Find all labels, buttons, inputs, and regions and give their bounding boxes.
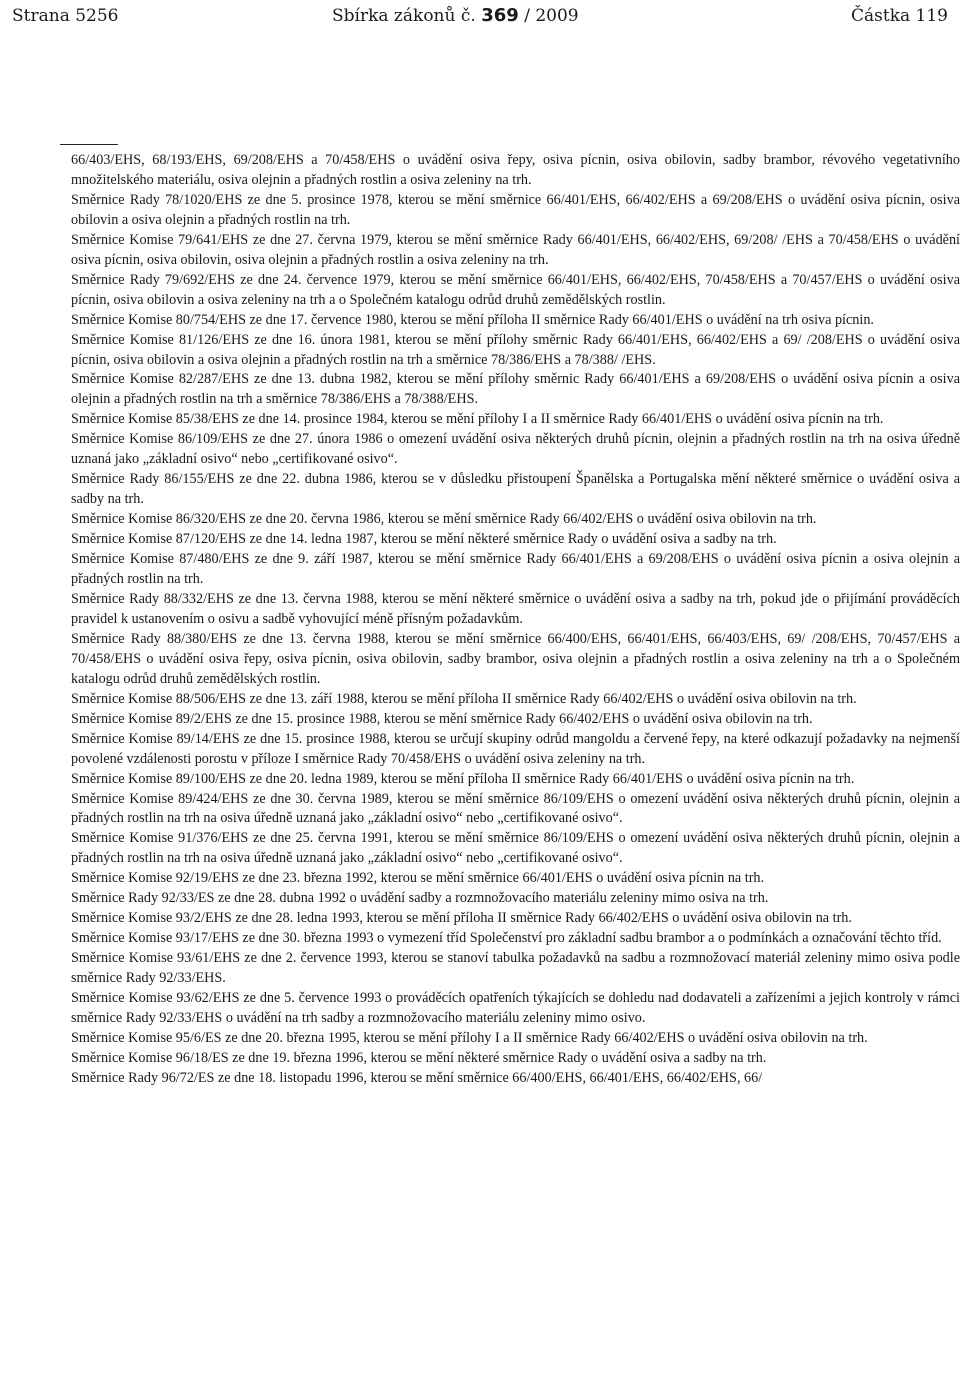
directive-list (71, 151, 960, 1089)
directive-entry: Směrnice Komise 95/6/ES ze dne 20. března 1995, kterou se mění přílohy I a II směrnice Rady 66/402/EHS o uvádění osiva obilovin na trh. (71, 1029, 868, 1046)
directive-entry: Směrnice Komise 89/100/EHS ze dne 20. ledna 1989, kterou se mění příloha II směrnice Rady 66/401/EHS o uvádění osiva pícnin na trh. (71, 770, 855, 787)
directive-entry: Směrnice Komise 81/126/EHS ze dne 16. února 1981, kterou se mění přílohy směrnic Rady 66/401/EHS, 66/402/EHS a 69/ /208/EHS o uvádění osiva pícnin, osiva obilovin a osiva olejnin a přadných rostlin na trh a směrnice 78/386/EHS a 78/388/ /EHS. (71, 331, 960, 368)
page-header (0, 0, 960, 36)
directive-entry: Směrnice Komise 92/19/EHS ze dne 23. března 1992, kterou se mění směrnice 66/401/EHS o uvádění osiva pícnin na trh. (71, 870, 765, 887)
directive-entry: Směrnice Komise 86/320/EHS ze dne 20. června 1986, kterou se mění směrnice Rady 66/402/EHS o uvádění osiva obilovin na trh. (71, 511, 817, 528)
directive-entry: Směrnice Komise 87/120/EHS ze dne 14. ledna 1987, kterou se mění některé směrnice Rady o uvádění osiva a sadby na trh. (71, 531, 777, 548)
directive-entry: Směrnice Komise 91/376/EHS ze dne 25. června 1991, kterou se mění směrnice 86/109/EHS o omezení uvádění osiva některých druhů pícnin, olejnin a přadných rostlin na trh na osiva úředně uznaná jako „základní osivo“ nebo „certifikované osivo“. (71, 830, 960, 867)
directive-entry: Směrnice Rady 79/692/EHS ze dne 24. července 1979, kterou se mění směrnice 66/401/EHS, 66/402/EHS, 70/458/EHS a 70/457/EHS o uvádění osiva pícnin, osiva obilovin a osiva zeleniny na trh a o Společném katalogu odrůd druhů zemědělských rostlin. (71, 271, 960, 308)
directive-entry: Směrnice Komise 85/38/EHS ze dne 14. prosince 1984, kterou se mění přílohy I a II směrnice Rady 66/401/EHS o uvádění osiva pícnin na trh. (71, 411, 884, 428)
directive-entry: Směrnice Rady 88/332/EHS ze dne 13. června 1988, kterou se mění některé směrnice o uvádění osiva a sadby na trh, pokud jde o přijímání prováděcích pravidel k ustanovením o osivu a sadbě vyhovující méně přísným požadavkům. (71, 590, 960, 627)
directive-entry: Směrnice Komise 82/287/EHS ze dne 13. dubna 1982, kterou se mění přílohy směrnic Rady 66/401/EHS a 69/208/EHS o uvádění osiva pícnin a osiva olejnin a přadných rostlin na trh a směrnice 78/386/EHS a 78/388/EHS. (71, 371, 960, 408)
collection-number: 369 (481, 5, 519, 26)
directive-entry: Směrnice Komise 89/2/EHS ze dne 15. prosince 1988, kterou se mění směrnice Rady 66/402/EHS o uvádění osiva obilovin na trh. (71, 710, 813, 727)
directive-entry: Směrnice Komise 93/61/EHS ze dne 2. července 1993, kterou se stanoví tabulka požadavků na sadbu a rozmnožovací materiál zeleniny mimo osiva podle směrnice Rady 92/33/EHS. (71, 950, 960, 987)
collection-title (332, 5, 579, 27)
directive-entry: Směrnice Komise 89/14/EHS ze dne 15. prosince 1988, kterou se určují skupiny odrůd mangoldu a červené řepy, na které odkazují požadavky na nejmenší povolené vzdálenosti porostu v příloze I směrnice Rady 70/458/EHS o uvádění osiva zeleniny na trh. (71, 730, 960, 767)
directive-entry: Směrnice Komise 93/2/EHS ze dne 28. ledna 1993, kterou se mění příloha II směrnice Rady 66/402/EHS o uvádění osiva obilovin na trh. (71, 910, 852, 927)
collection-label: Sbírka zákonů č. (332, 6, 476, 26)
footnote-rule (60, 144, 118, 145)
directive-entry: Směrnice Komise 80/754/EHS ze dne 17. července 1980, kterou se mění příloha II směrnice Rady 66/401/EHS o uvádění na trh osiva pícnin. (71, 311, 874, 328)
directive-entry: Směrnice Komise 93/17/EHS ze dne 30. března 1993 o vymezení tříd Společenství pro základní sadbu brambor a o podmínkách a označování těchto tříd. (71, 930, 942, 947)
page-number: Strana 5256 (12, 6, 119, 26)
directive-entry: Směrnice Rady 88/380/EHS ze dne 13. června 1988, kterou se mění směrnice 66/400/EHS, 66/401/EHS, 66/403/EHS, 69/ /208/EHS, 70/457/EHS a 70/458/EHS o uvádění osiva řepy, osiva pícnin, osiva obilovin, sadby brambor, osiva olejnin a přadných rostlin a osiva zeleniny na trh a o Společném katalogu odrůd druhů zemědělských rostlin. (71, 630, 960, 687)
directive-entry: Směrnice Komise 86/109/EHS ze dne 27. února 1986 o omezení uvádění osiva některých druhů pícnin, olejnin a přadných rostlin na trh na osiva úředně uznaná jako „základní osivo“ nebo „certifikované osivo“. (71, 431, 960, 468)
directive-entry: Směrnice Rady 96/72/ES ze dne 18. listopadu 1996, kterou se mění směrnice 66/400/EHS, 66/401/EHS, 66/402/EHS, 66/ (71, 1069, 763, 1086)
directive-entry: Směrnice Komise 79/641/EHS ze dne 27. června 1979, kterou se mění směrnice Rady 66/401/EHS, 66/402/EHS, 69/208/ /EHS a 70/458/EHS o uvádění osiva pícnin, osiva obilovin, osiva olejnin a přadných rostlin a osiva zeleniny na trh. (71, 231, 960, 268)
part-number: Částka 119 (851, 6, 948, 26)
directive-entry: Směrnice Rady 92/33/ES ze dne 28. dubna 1992 o uvádění sadby a rozmnožovacího materiálu zeleniny mimo osiva na trh. (71, 890, 769, 907)
directive-entry: Směrnice Rady 78/1020/EHS ze dne 5. prosince 1978, kterou se mění směrnice 66/401/EHS, 66/402/EHS a 69/208/EHS o uvádění osiva pícnin, osiva obilovin a osiva olejnin a přadných rostlin na trh. (71, 191, 960, 228)
directive-entry: Směrnice Komise 87/480/EHS ze dne 9. září 1987, kterou se mění směrnice Rady 66/401/EHS a 69/208/EHS o uvádění osiva pícnin a osiva olejnin a přadných rostlin na trh. (71, 551, 960, 588)
directive-entry: Směrnice Komise 89/424/EHS ze dne 30. června 1989, kterou se mění směrnice 86/109/EHS o omezení uvádění osiva některých druhů pícnin, olejnin a přadných rostlin na trh na osiva úředně uznaná jako „základní osivo“ nebo „certifikované osivo“. (71, 790, 960, 827)
directive-entry: Směrnice Rady 86/155/EHS ze dne 22. dubna 1986, kterou se v důsledku přistoupení Španělska a Portugalska mění některé směrnice o uvádění osiva a sadby na trh. (71, 471, 960, 508)
directive-entry: Směrnice Komise 88/506/EHS ze dne 13. září 1988, kterou se mění příloha II směrnice Rady 66/402/EHS o uvádění osiva obilovin na trh. (71, 690, 857, 707)
directive-entry: Směrnice Komise 93/62/EHS ze dne 5. července 1993 o prováděcích opatřeních týkajících se dohledu nad dodavateli a zařízeními a jejich kontroly v rámci směrnice Rady 92/33/EHS o uvádění na trh sadby a rozmnožovacího materiálu zeleniny mimo osivo. (71, 990, 960, 1026)
collection-year: / 2009 (524, 6, 579, 26)
directive-entry: Směrnice Komise 96/18/ES ze dne 19. března 1996, kterou se mění některé směrnice Rady o uvádění osiva a sadby na trh. (71, 1049, 767, 1066)
directive-entry: 66/403/EHS, 68/193/EHS, 69/208/EHS a 70/458/EHS o uvádění osiva řepy, osiva pícnin, osiva obilovin, sadby brambor, révového vegetativního množitelského materiálu, osiva olejnin a přadných rostlin a osiva zeleniny na trh. (71, 152, 960, 188)
